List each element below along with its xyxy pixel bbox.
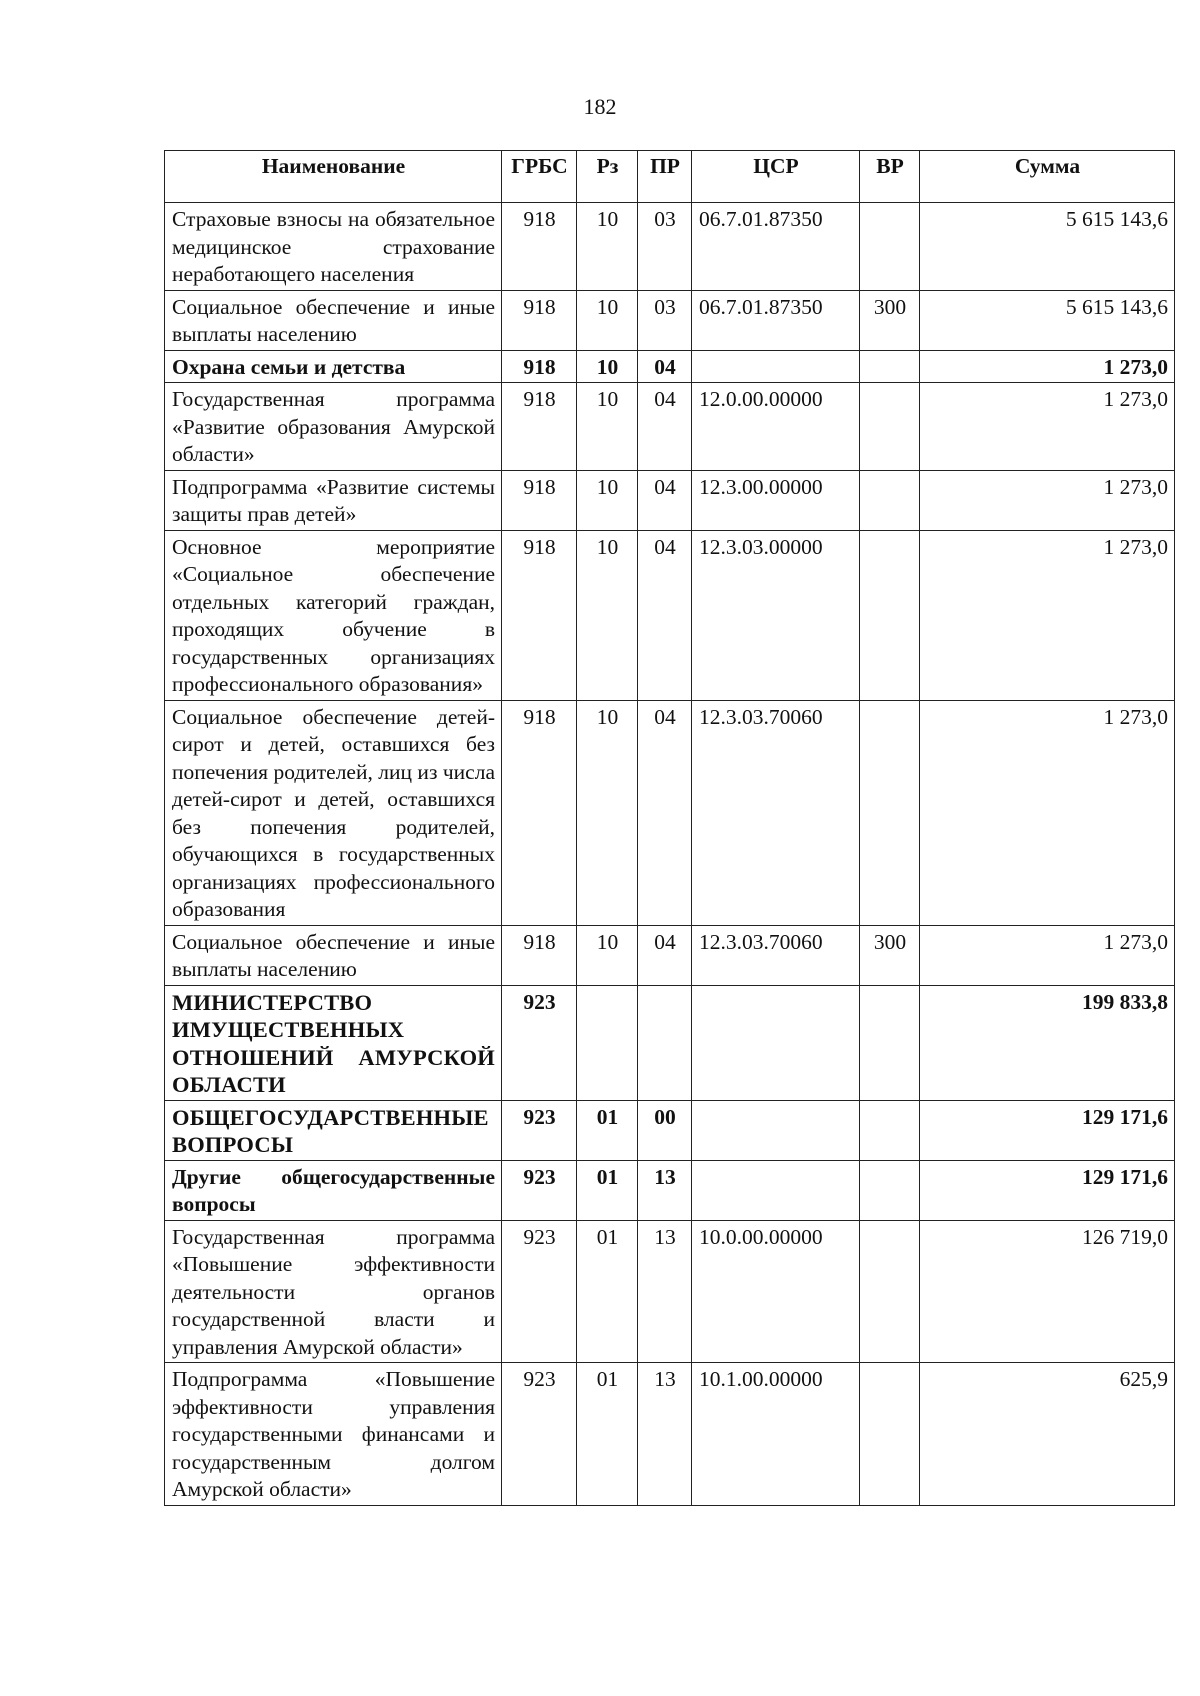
cell-vr: 300 — [860, 290, 920, 350]
cell-vr — [860, 383, 920, 471]
table-row — [165, 290, 1175, 350]
table-row — [165, 1220, 1175, 1363]
cell-grbs: 923 — [502, 1100, 577, 1160]
cell-csr: 06.7.01.87350 — [692, 290, 860, 350]
table-row-section — [165, 350, 1175, 383]
cell-csr — [692, 985, 860, 1100]
cell-rz: 01 — [577, 1160, 638, 1220]
cell-csr — [692, 1100, 860, 1160]
cell-sum: 1 273,0 — [920, 700, 1175, 925]
cell-pr: 13 — [638, 1160, 692, 1220]
cell-vr — [860, 700, 920, 925]
cell-csr — [692, 350, 860, 383]
cell-grbs: 918 — [502, 530, 577, 700]
cell-name: Другие общегосударственные вопросы — [165, 1160, 502, 1220]
cell-csr: 06.7.01.87350 — [692, 203, 860, 291]
cell-vr — [860, 1363, 920, 1506]
cell-rz: 10 — [577, 925, 638, 985]
cell-vr — [860, 350, 920, 383]
cell-pr — [638, 985, 692, 1100]
cell-name: Страховые взносы на обязательное медицинское страхование неработающего населения — [165, 203, 502, 291]
cell-csr: 10.1.00.00000 — [692, 1363, 860, 1506]
cell-csr — [692, 1160, 860, 1220]
cell-sum: 1 273,0 — [920, 350, 1175, 383]
cell-rz: 10 — [577, 290, 638, 350]
cell-name: Основное мероприятие «Социальное обеспечение отдельных категорий граждан, проходящих обучение в государственных организациях профессионального образования» — [165, 530, 502, 700]
cell-grbs: 923 — [502, 1363, 577, 1506]
table-row — [165, 530, 1175, 700]
cell-sum: 126 719,0 — [920, 1220, 1175, 1363]
header-vr: ВР — [860, 151, 920, 203]
cell-csr: 12.3.03.00000 — [692, 530, 860, 700]
cell-name: Государственная программа «Повышение эффективности деятельности органов государственной власти и управления Амурской области» — [165, 1220, 502, 1363]
cell-pr: 04 — [638, 700, 692, 925]
table-body — [165, 203, 1175, 1506]
header-grbs: ГРБС — [502, 151, 577, 203]
header-name: Наименование — [165, 151, 502, 203]
table-row — [165, 203, 1175, 291]
cell-sum: 625,9 — [920, 1363, 1175, 1506]
cell-pr: 13 — [638, 1220, 692, 1363]
cell-sum: 129 171,6 — [920, 1100, 1175, 1160]
cell-rz: 10 — [577, 700, 638, 925]
cell-grbs: 923 — [502, 985, 577, 1100]
cell-rz: 10 — [577, 470, 638, 530]
cell-name: Социальное обеспечение и иные выплаты населению — [165, 290, 502, 350]
table-row — [165, 925, 1175, 985]
cell-pr: 03 — [638, 290, 692, 350]
cell-vr — [860, 1100, 920, 1160]
table-row-ministry — [165, 985, 1175, 1100]
page-number: 182 — [583, 94, 617, 119]
cell-sum: 129 171,6 — [920, 1160, 1175, 1220]
cell-pr: 00 — [638, 1100, 692, 1160]
cell-name: Подпрограмма «Развитие системы защиты прав детей» — [165, 470, 502, 530]
cell-name: Социальное обеспечение детей-сирот и детей, оставшихся без попечения родителей, лиц из числа детей-сирот и детей, оставшихся без попечения родителей, обучающихся в государственных организациях профессионального образования — [165, 700, 502, 925]
budget-table — [164, 150, 1175, 1506]
header-csr: ЦСР — [692, 151, 860, 203]
cell-grbs: 918 — [502, 700, 577, 925]
cell-csr: 12.3.00.00000 — [692, 470, 860, 530]
cell-vr — [860, 470, 920, 530]
cell-pr: 04 — [638, 925, 692, 985]
cell-rz: 10 — [577, 203, 638, 291]
cell-vr: 300 — [860, 925, 920, 985]
cell-name: ОБЩЕГОСУДАРСТВЕННЫЕ ВОПРОСЫ — [165, 1100, 502, 1160]
header-rz: Рз — [577, 151, 638, 203]
cell-name: Подпрограмма «Повышение эффективности управления государственными финансами и государственным долгом Амурской области» — [165, 1363, 502, 1506]
header-sum: Сумма — [920, 151, 1175, 203]
cell-sum: 1 273,0 — [920, 925, 1175, 985]
cell-rz: 10 — [577, 530, 638, 700]
cell-vr — [860, 530, 920, 700]
cell-vr — [860, 203, 920, 291]
cell-rz — [577, 985, 638, 1100]
cell-grbs: 923 — [502, 1160, 577, 1220]
cell-sum: 5 615 143,6 — [920, 203, 1175, 291]
cell-sum: 5 615 143,6 — [920, 290, 1175, 350]
table-row — [165, 470, 1175, 530]
cell-name: Охрана семьи и детства — [165, 350, 502, 383]
table-row-section — [165, 1100, 1175, 1160]
cell-pr: 04 — [638, 350, 692, 383]
header-pr: ПР — [638, 151, 692, 203]
cell-vr — [860, 1160, 920, 1220]
cell-grbs: 918 — [502, 290, 577, 350]
cell-sum: 199 833,8 — [920, 985, 1175, 1100]
cell-rz: 01 — [577, 1220, 638, 1363]
cell-sum: 1 273,0 — [920, 383, 1175, 471]
cell-grbs: 918 — [502, 203, 577, 291]
table-row — [165, 1363, 1175, 1506]
cell-rz: 01 — [577, 1100, 638, 1160]
cell-pr: 13 — [638, 1363, 692, 1506]
cell-csr: 12.0.00.00000 — [692, 383, 860, 471]
cell-grbs: 918 — [502, 470, 577, 530]
cell-csr: 12.3.03.70060 — [692, 925, 860, 985]
cell-vr — [860, 985, 920, 1100]
cell-pr: 04 — [638, 470, 692, 530]
cell-sum: 1 273,0 — [920, 470, 1175, 530]
cell-rz: 10 — [577, 383, 638, 471]
table-header — [165, 151, 1175, 203]
cell-vr — [860, 1220, 920, 1363]
cell-rz: 10 — [577, 350, 638, 383]
cell-grbs: 918 — [502, 925, 577, 985]
cell-grbs: 923 — [502, 1220, 577, 1363]
table-row — [165, 383, 1175, 471]
cell-grbs: 918 — [502, 350, 577, 383]
cell-name: Социальное обеспечение и иные выплаты населению — [165, 925, 502, 985]
cell-rz: 01 — [577, 1363, 638, 1506]
cell-grbs: 918 — [502, 383, 577, 471]
cell-csr: 10.0.00.00000 — [692, 1220, 860, 1363]
cell-pr: 04 — [638, 530, 692, 700]
cell-csr: 12.3.03.70060 — [692, 700, 860, 925]
cell-sum: 1 273,0 — [920, 530, 1175, 700]
cell-pr: 04 — [638, 383, 692, 471]
cell-name: Государственная программа «Развитие образования Амурской области» — [165, 383, 502, 471]
cell-pr: 03 — [638, 203, 692, 291]
cell-name: МИНИСТЕРСТВО ИМУЩЕСТВЕННЫХ ОТНОШЕНИЙ АМУРСКОЙ ОБЛАСТИ — [165, 985, 502, 1100]
table-row — [165, 700, 1175, 925]
table-row-section — [165, 1160, 1175, 1220]
